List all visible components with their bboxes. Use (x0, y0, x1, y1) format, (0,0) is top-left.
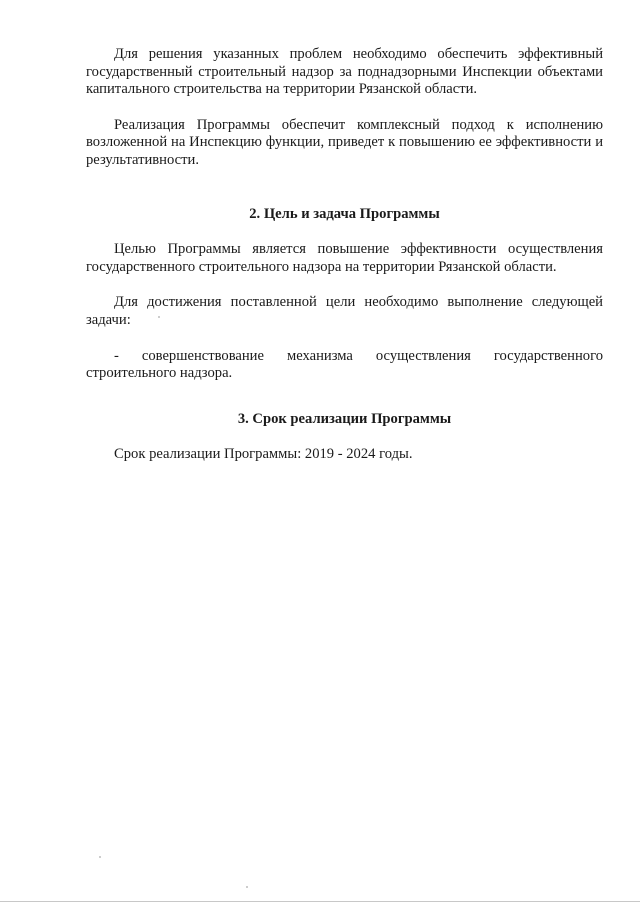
section-spacer (86, 383, 603, 411)
section-3-heading: 3. Срок реализации Программы (237, 410, 452, 427)
section-2-paragraph-1: Целью Программы является повышение эффективности осуществления государственного строительного надзора на территории Рязанской области. (86, 241, 603, 275)
intro-paragraph-1: Для решения указанных проблем необходимо обеспечить эффективный государственный строительный надзор за поднадзорными Инспекции объектами капитального строительства на территории Рязанской области. (86, 46, 603, 98)
intro-paragraph-2: Реализация Программы обеспечит комплексный подход к исполнению возложенной на Инспекцию функции, приведет к повышению ее эффективности и результативности. (86, 116, 603, 168)
scan-speck (246, 886, 248, 888)
section-3-paragraph-1: Срок реализации Программы: 2019 - 2024 годы. (114, 446, 413, 463)
heading-spacer (86, 428, 603, 446)
section-2-paragraph-2: Для достижения поставленной цели необходимо выполнение следующей задачи: (86, 294, 603, 328)
heading-spacer (86, 223, 603, 241)
section-2-bullet-item: - совершенствование механизма осуществления государственного строительного надзора. (86, 347, 603, 382)
document-body (86, 46, 603, 464)
paragraph-spacer (86, 99, 603, 117)
section-spacer (86, 170, 603, 206)
section-2-heading: 2. Цель и задача Программы (249, 205, 440, 222)
paragraph-spacer (86, 330, 603, 348)
scan-speck (158, 316, 160, 318)
page-bottom-edge (0, 901, 640, 902)
paragraph-spacer (86, 276, 603, 294)
scan-speck (99, 856, 101, 858)
